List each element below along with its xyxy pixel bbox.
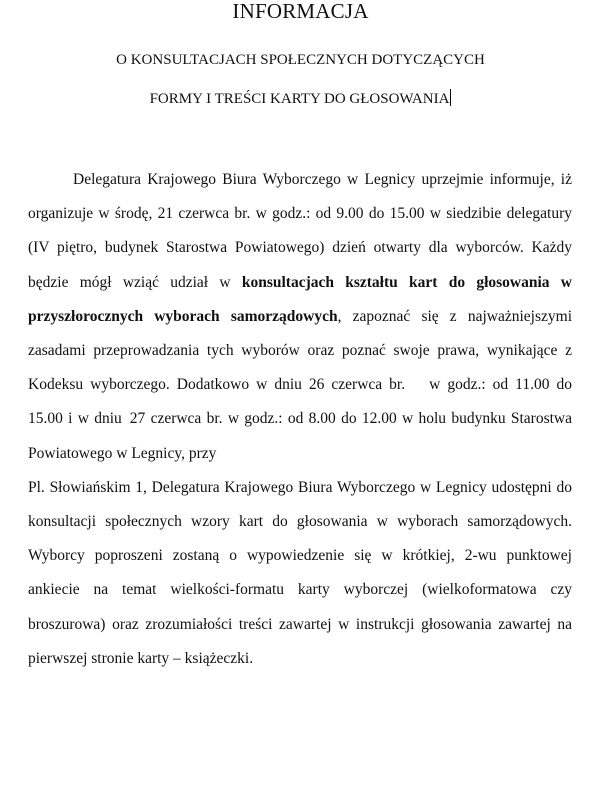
text-cursor bbox=[450, 89, 451, 106]
paragraph-1-text-c: w godz.: od 11.00 do 15.00 i w dniu bbox=[28, 376, 573, 428]
subtitle-line-2 bbox=[0, 89, 601, 109]
paragraph-1-text-a: Delegatura Krajowego Biura Wyborczego w Legnicy uprzejmie informuje, iż organizuje w środę, 21 czerwca br. w godz.: od 9.00 do 15.00 w siedzibie delegatury (IV piętro, budynek Starostwa Powiatowego) dzień otwarty dla wyborców. Każdy będzie mógł wziąć udział w bbox=[28, 171, 572, 291]
subtitle-line-2-text: FORMY I TREŚCI KARTY DO GŁOSOWANIA bbox=[149, 91, 450, 107]
paragraph-1 bbox=[28, 163, 572, 471]
paragraph-1-text-d: 27 czerwca br. w godz.: od 8.00 do 12.00 w holu budynku Starostwa Powiatowego w Legnicy, przy bbox=[28, 410, 572, 462]
paragraph-1-bold: konsultacjach kształtu kart do głosowania w przyszłorocznych wyborach samorządowych bbox=[28, 273, 573, 325]
subtitle-line-1: O KONSULTACJACH SPOŁECZNYCH DOTYCZĄCYCH bbox=[116, 52, 485, 68]
paragraph-1-text-b: , zapoznać się z najważniejszymi zasadami przeprowadzania tych wyborów oraz poznać swoje prawa, wynikające z Kodeksu wyborczego. Dodatkowo w dniu 26 czerwca br. bbox=[28, 307, 573, 394]
document-title: INFORMACJA bbox=[232, 0, 369, 23]
paragraph-2: Pl. Słowiańskim 1, Delegatura Krajowego Biura Wyborczego w Legnicy udostępni do konsultacji społecznych wzory kart do głosowania w wyborach samorządowych. Wyborcy poproszeni zostaną o wypowiedzenie się w krótkiej, 2-wu punktowej ankiecie na temat wielkości-formatu karty wyborczej (wielkoformatowa czy broszurowa) oraz zrozumiałości treści zawartej w instrukcji głosowania zawartej na pierwszej stronie karty – książeczki. bbox=[28, 478, 572, 667]
document-body bbox=[28, 163, 572, 676]
